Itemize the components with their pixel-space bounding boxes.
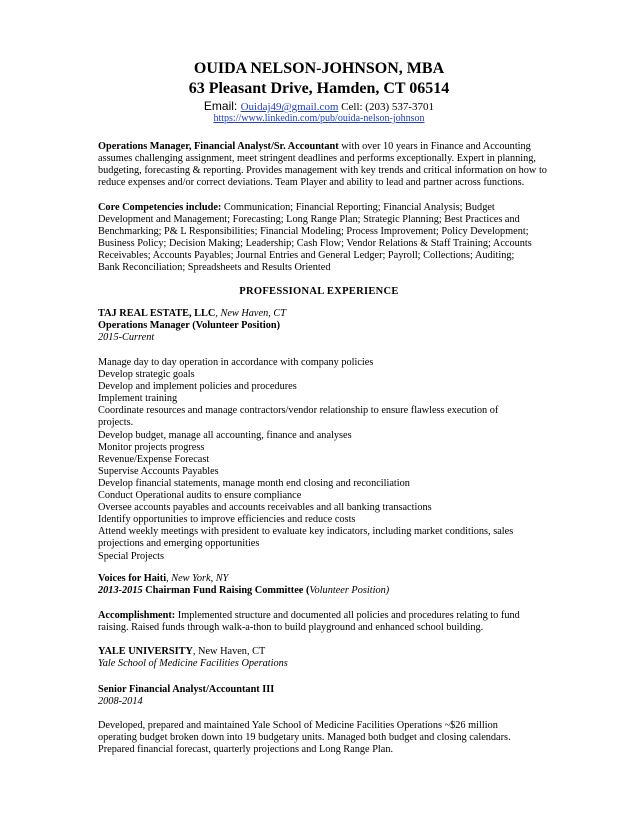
accomplishment-line: Implemented structure and documented all policies and procedures relating to fund [175, 610, 520, 621]
duty-item: Identify opportunities to improve efficiencies and reduce costs [98, 514, 356, 526]
duty-item: Monitor projects progress [98, 441, 205, 453]
candidate-address: 63 Pleasant Drive, Hamden, CT 06514 [188, 80, 450, 97]
yale-role [98, 684, 546, 708]
email-link[interactable]: Ouidaj49@gmail.com [240, 101, 339, 113]
competencies-line: Development and Management; Forecasting; Long Range Plan; Strategic Planning; Best Practices and [98, 214, 520, 226]
competencies-line: Bank Reconciliation; Spreadsheets and Results Oriented [98, 262, 331, 274]
job-yale [98, 646, 546, 670]
job-role: Senior Financial Analyst/Accountant III [98, 684, 275, 695]
section-title-experience: PROFESSIONAL EXPERIENCE [239, 286, 399, 297]
description-line: Prepared financial forecast, quarterly projections and Long Range Plan. [98, 744, 394, 756]
job-voices-for-haiti [98, 573, 546, 597]
department: Yale School of Medicine Facilities Operations [98, 658, 288, 670]
job-dates: 2015-Current [98, 332, 155, 344]
summary-paragraph [98, 141, 546, 189]
duty-item: Oversee accounts payables and accounts receivables and all banking transactions [98, 502, 432, 514]
company-location: , New Haven, CT [215, 308, 286, 319]
competencies-line: Receivables; Accounts Payables; Journal Entries and General Ledger; Payroll; Collections; Auditing; [98, 250, 515, 262]
summary-line: reduce expenses and/or correct deviations. Team Player and ability to lead and partner across functions. [98, 177, 525, 189]
duty-item: Develop budget, manage all accounting, finance and analyses [98, 429, 352, 441]
duty-item: Develop financial statements, manage month end closing and reconciliation [98, 477, 410, 489]
summary-line: assumes challenging assignment, meet stringent deadlines and performs exceptionally. Expert in planning, [98, 153, 536, 165]
yale-description [98, 720, 546, 756]
haiti-accomplishment [98, 610, 546, 634]
competencies-line: Benchmarking; P& L Responsibilities; Financial Modeling; Process Improvement; Policy Development; [98, 226, 529, 238]
duty-item: projects. [98, 417, 134, 429]
taj-duties-list [98, 357, 546, 563]
duty-item: Coordinate resources and manage contractors/vendor relationship to ensure flawless execution of [98, 405, 499, 417]
email-label: Email: [203, 99, 241, 113]
org-name: Voices for Haiti [98, 573, 167, 584]
competencies-line: Business Policy; Decision Making; Leadership; Cash Flow; Vendor Relations & Staff Training; Accounts [98, 238, 532, 250]
job-taj [98, 308, 546, 344]
duty-item: Manage day to day operation in accordance with company policies [98, 357, 374, 368]
org-name: YALE UNIVERSITY [98, 646, 193, 657]
description-line: Developed, prepared and maintained Yale School of Medicine Facilities Operations ~$26 million [98, 720, 498, 731]
summary-lead: Operations Manager, Financial Analyst/Sr. Accountant [98, 141, 339, 152]
job-dates: 2008-2014 [98, 696, 143, 708]
job-role-note: Volunteer Position) [309, 585, 390, 597]
description-line: operating budget broken down into 19 budgetary units. Managed both budget and closing calendars. [98, 732, 511, 744]
cell-phone: Cell: (203) 537-3701 [338, 101, 435, 113]
competencies-line: Communication; Financial Reporting; Financial Analysis; Budget [221, 202, 495, 213]
job-role: Operations Manager (Volunteer Position) [98, 320, 281, 332]
org-location: , New Haven, CT [192, 646, 266, 657]
duty-item: Develop and implement policies and procedures [98, 381, 297, 393]
competencies-paragraph [98, 202, 546, 275]
linkedin-line [0, 113, 638, 124]
duty-item: projections and emerging opportunities [98, 538, 260, 550]
linkedin-link[interactable]: https://www.linkedin.com/pub/ouida-nelson-johnson [213, 113, 425, 124]
contact-line [0, 99, 638, 113]
summary-line: with over 10 years in Finance and Accounting [338, 141, 531, 152]
duty-item: Conduct Operational audits to ensure compliance [98, 490, 302, 502]
summary-line: budgeting, forecasting & reporting. Provides management with key trends and critical information on how to [98, 165, 547, 177]
duty-item: Revenue/Expense Forecast [98, 453, 210, 465]
candidate-name: OUIDA NELSON-JOHNSON, MBA [193, 60, 445, 77]
duty-item: Implement training [98, 393, 178, 405]
job-role: Chairman Fund Raising Committee ( [145, 585, 310, 597]
duty-item: Develop strategic goals [98, 369, 195, 381]
org-location: , New York, NY [166, 573, 229, 584]
duty-item: Supervise Accounts Payables [98, 465, 219, 477]
accomplishment-line: raising. Raised funds through walk-a-thon to build playground and enhanced school building. [98, 622, 484, 634]
job-dates: 2013-2015 [98, 585, 146, 597]
duty-item: Special Projects [98, 550, 165, 562]
duty-item: Attend weekly meetings with president to evaluate key indicators, including market conditions, sales [98, 526, 514, 538]
competencies-lead: Core Competencies include: [98, 202, 222, 213]
company-name: TAJ REAL ESTATE, LLC [98, 308, 216, 319]
accomplishment-label: Accomplishment: [98, 610, 176, 621]
